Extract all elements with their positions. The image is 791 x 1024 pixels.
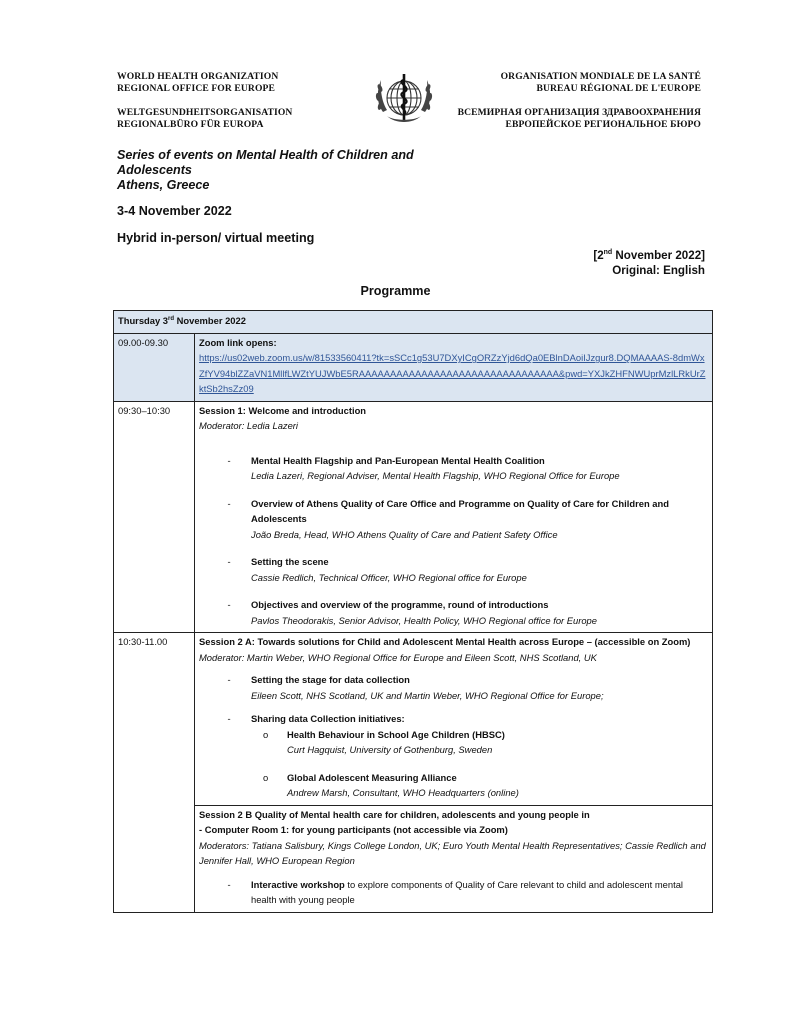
table-row xyxy=(114,333,713,401)
session2b-cell xyxy=(195,805,713,912)
document-date: [2nd November 2022] xyxy=(593,248,705,262)
list-item xyxy=(199,597,708,628)
item-speaker: Cassie Redlich, Technical Officer, WHO Regional office for Europe xyxy=(251,571,527,583)
dash-bullet: - xyxy=(227,556,231,568)
dash-bullet: - xyxy=(227,599,231,611)
who-office-en: REGIONAL OFFICE FOR EUROPE xyxy=(117,82,275,94)
session-title: Session 2 B Quality of Mental health care for children, adolescents and young people in xyxy=(199,808,590,820)
session-room: - Computer Room 1: for young participants (not accessible via Zoom) xyxy=(199,824,508,836)
list-item xyxy=(199,711,708,727)
header-right xyxy=(458,71,701,130)
sub-list-item xyxy=(199,770,708,801)
time-cell: 09:30–10:30 xyxy=(114,401,195,633)
sub-item-title: Global Adolescent Measuring Alliance xyxy=(287,771,457,783)
dash-bullet: - xyxy=(227,674,231,686)
item-speaker: Ledia Lazeri, Regional Adviser, Mental Health Flagship, WHO Regional Office for Europe xyxy=(251,470,620,482)
who-name-en: WORLD HEALTH ORGANIZATION xyxy=(117,71,279,82)
time-cell: 09.00-09.30 xyxy=(114,333,195,401)
who-emblem-icon xyxy=(371,68,437,132)
zoom-label: Zoom link opens: xyxy=(199,336,277,348)
session-moderator: Moderator: Martin Weber, WHO Regional Office for Europe and Eileen Scott, NHS Scotland, UK xyxy=(199,651,597,663)
circle-bullet: o xyxy=(263,771,269,783)
session-title: Session 1: Welcome and introduction xyxy=(199,404,367,416)
programme-table xyxy=(113,310,713,913)
item-title: Setting the scene xyxy=(251,556,329,568)
item-title: Objectives and overview of the programme, round of introductions xyxy=(251,599,549,611)
list-item xyxy=(199,453,708,484)
document-meta xyxy=(593,245,705,278)
session2a-cell xyxy=(195,633,713,806)
session-title: Session 2 A: Towards solutions for Child and Adolescent Mental Health across Europe – (accessible on Zoom) xyxy=(199,636,691,648)
dash-bullet: - xyxy=(227,497,231,509)
item-speaker: Eileen Scott, NHS Scotland, UK and Martin Weber, WHO Regional Office for Europe; xyxy=(251,689,604,701)
who-name-de: WELTGESUNDHEITSORGANISATION xyxy=(117,107,293,118)
event-title: Series of events on Mental Health of Children and Adolescents xyxy=(117,148,414,177)
list-item xyxy=(199,554,708,585)
session-moderator: Moderator: Ledia Lazeri xyxy=(199,420,299,432)
sub-item-speaker: Curt Hagquist, University of Gothenburg, Sweden xyxy=(287,744,493,756)
item-title: Setting the stage for data collection xyxy=(251,674,410,686)
event-dates: 3-4 November 2022 xyxy=(117,204,232,218)
event-location: Athens, Greece xyxy=(117,178,210,192)
table-row xyxy=(114,633,713,806)
session-moderators: Moderators: Tatiana Salisbury, Kings College London, UK; Euro Youth Mental Health Representatives; Cassie Redlich and Jennifer Hall, WHO European Region xyxy=(199,839,706,867)
zoom-link[interactable]: https://us02web.zoom.us/w/81533560411?tk=sSCc1g53U7DXyICgORZzYjd6dQa0EBlnDAoiIJzgur8.DQMAAAAS-8dmWxZfYV94blZZaVN1MllfLWZtYUJWbE5RAAAAAAAAAAAAAAAAAAAAAAAAAAAAAAAA&pwd=YXJkZHFNWUprMzlLRkUrZktSb2hsZz09 xyxy=(199,352,706,395)
list-item xyxy=(199,496,708,543)
item-speaker: Pavlos Theodorakis, Senior Advisor, Health Policy, WHO Regional office for Europe xyxy=(251,614,597,626)
programme-heading: Programme xyxy=(360,284,431,298)
document-original-language: Original: English xyxy=(612,263,705,277)
sub-item-speaker: Andrew Marsh, Consultant, WHO Headquarters (online) xyxy=(287,787,519,799)
session1-cell xyxy=(195,401,713,633)
sub-item-title: Health Behaviour in School Age Children (HBSC) xyxy=(287,728,505,740)
item-title: Sharing data Collection initiatives: xyxy=(251,713,405,725)
dash-bullet: - xyxy=(227,713,231,725)
header-left xyxy=(117,71,292,130)
event-format: Hybrid in-person/ virtual meeting xyxy=(117,231,315,245)
table-row xyxy=(114,805,713,912)
item-title: Mental Health Flagship and Pan-European Mental Health Coalition xyxy=(251,454,545,466)
who-office-fr: BUREAU RÉGIONAL DE L'EUROPE xyxy=(536,82,701,94)
who-name-ru: ВСЕМИРНАЯ ОРГАНИЗАЦИЯ ЗДРАВООХРАНЕНИЯ xyxy=(457,107,701,118)
event-title-block xyxy=(117,148,457,193)
list-item xyxy=(199,672,708,703)
table-row xyxy=(114,401,713,633)
list-item xyxy=(199,877,708,908)
item-speaker: João Breda, Head, WHO Athens Quality of Care and Patient Safety Office xyxy=(251,528,558,540)
sub-list-item xyxy=(199,727,708,758)
dash-bullet: - xyxy=(227,878,231,890)
item-text: Interactive workshop to explore components of Quality of Care relevant to child and adolescent mental health with young people xyxy=(251,878,683,906)
day-header: Thursday 3rd November 2022 xyxy=(114,311,713,334)
who-office-ru: ЕВРОПЕЙСКОЕ РЕГИОНАЛЬНОЕ БЮРО xyxy=(505,118,701,130)
time-cell: 10:30-11.00 xyxy=(114,633,195,913)
dash-bullet: - xyxy=(227,454,231,466)
who-office-de: REGIONALBÜRO FÜR EUROPA xyxy=(117,118,264,130)
circle-bullet: o xyxy=(263,728,269,740)
zoom-cell xyxy=(195,333,713,401)
who-name-fr: ORGANISATION MONDIALE DE LA SANTÉ xyxy=(500,71,701,82)
day-header-row xyxy=(114,311,713,334)
item-title: Overview of Athens Quality of Care Office and Programme on Quality of Care for Children and Adolescents xyxy=(251,497,669,525)
